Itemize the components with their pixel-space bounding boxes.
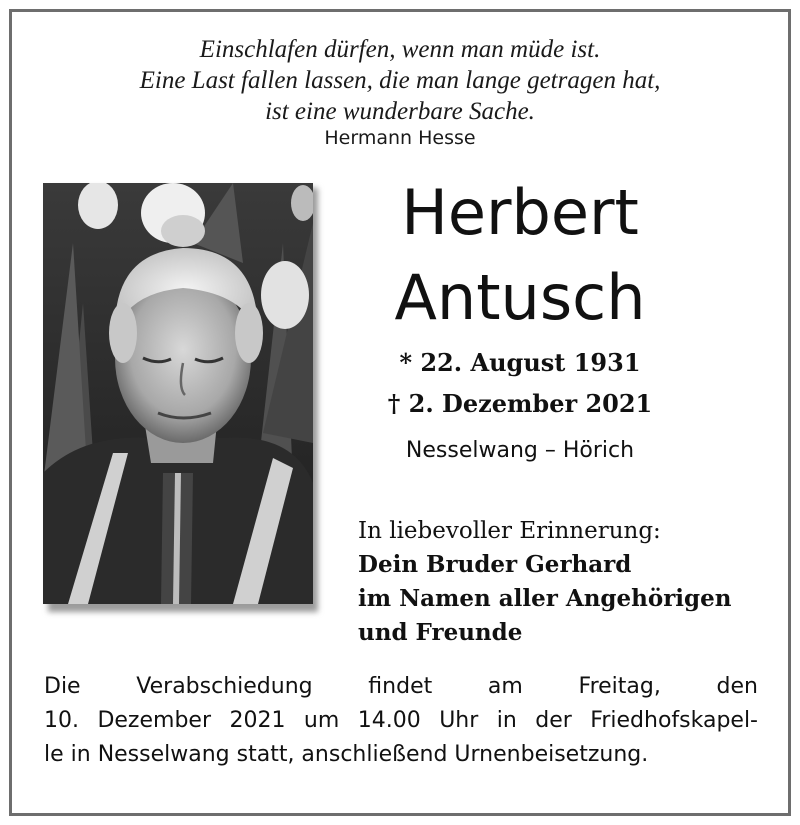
farewell-notice bbox=[44, 670, 758, 772]
portrait-illustration bbox=[43, 183, 313, 604]
quote-author: Hermann Hesse bbox=[324, 127, 476, 149]
mourner-line: Dein Bruder Gerhard bbox=[358, 551, 632, 578]
deceased-first-name: Herbert bbox=[401, 176, 639, 249]
quote bbox=[0, 34, 800, 127]
quote-line: ist eine wunderbare Sache. bbox=[265, 98, 535, 125]
notice-line: Die Verabschiedung findet am Freitag, den bbox=[44, 674, 758, 699]
memory-intro: In liebevoller Erinnerung: bbox=[358, 518, 661, 544]
notice-line: le in Nesselwang statt, anschließend Urnenbeisetzung. bbox=[44, 742, 649, 767]
birth-date: * 22. August 1931 bbox=[399, 348, 641, 377]
deceased-last-name: Antusch bbox=[394, 261, 646, 334]
memory-block bbox=[358, 514, 778, 650]
notice-line: 10. Dezember 2021 um 14.00 Uhr in der Friedhofskapel- bbox=[44, 708, 758, 733]
mourner-line: und Freunde bbox=[358, 619, 523, 646]
quote-line: Eine Last fallen lassen, die man lange getragen hat, bbox=[139, 67, 661, 94]
portrait-photo bbox=[43, 183, 313, 604]
place-of-residence: Nesselwang – Hörich bbox=[405, 438, 635, 463]
death-date: † 2. Dezember 2021 bbox=[387, 389, 653, 418]
mourner-line: im Namen aller Angehörigen bbox=[358, 585, 732, 612]
quote-line: Einschlafen dürfen, wenn man müde ist. bbox=[199, 36, 601, 63]
